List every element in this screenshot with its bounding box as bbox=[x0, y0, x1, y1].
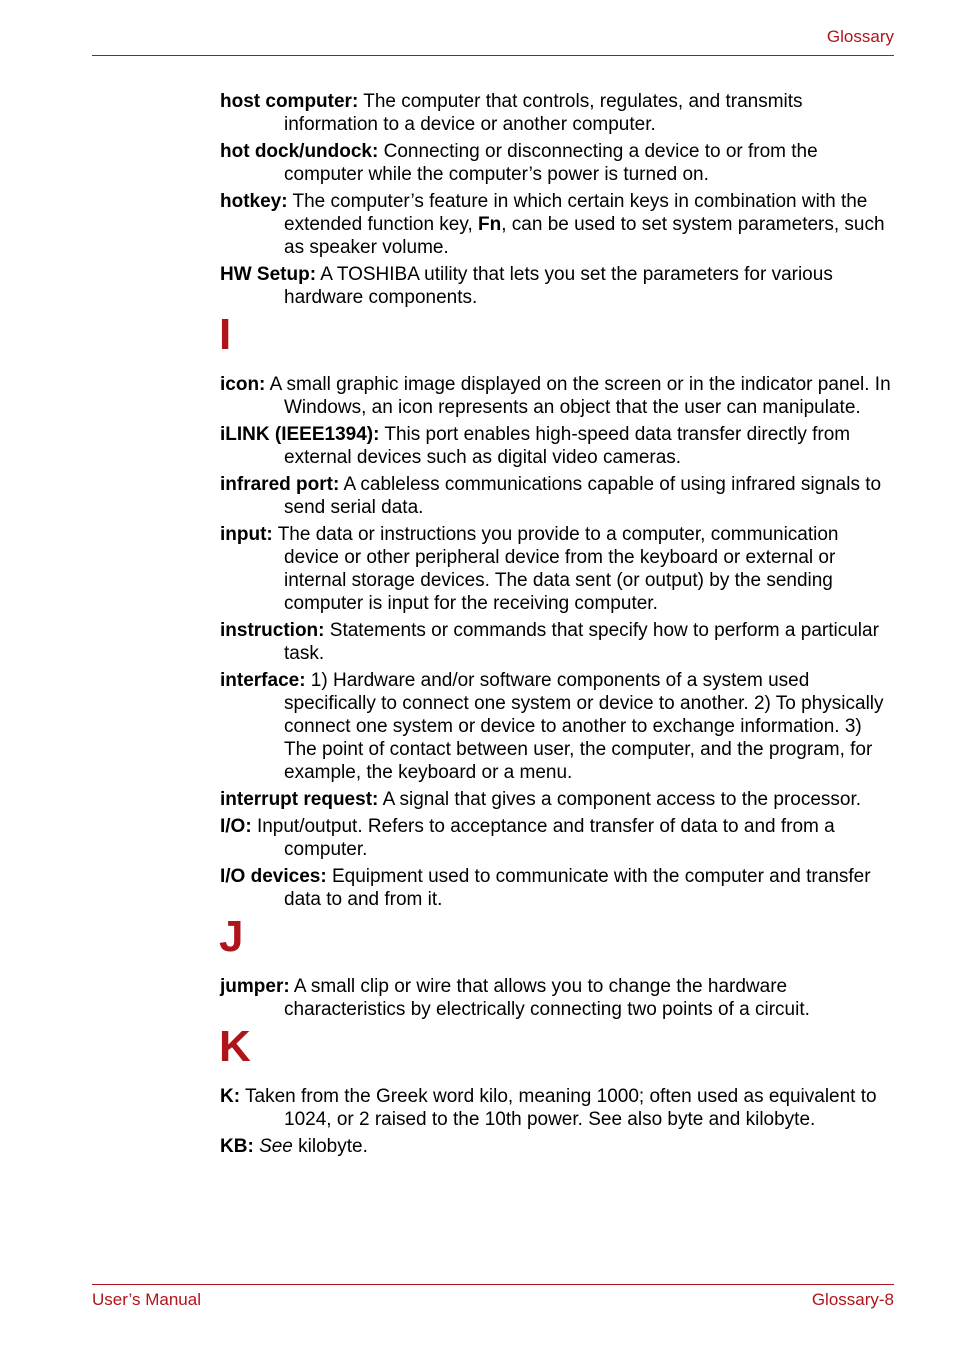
footer-page-number: Glossary-8 bbox=[811, 1290, 894, 1309]
page-header-title: Glossary bbox=[826, 27, 894, 46]
footer-rule bbox=[92, 1284, 894, 1285]
glossary-entry bbox=[220, 815, 895, 861]
glossary-term: I/O: bbox=[220, 816, 252, 837]
glossary-term: interrupt request: bbox=[220, 789, 379, 810]
glossary-definition: The data or instructions you provide to a computer, communication device or other peripheral device from the keyboard or external or internal storage devices. The data sent (or output) by the sending computer is input for the receiving computer. bbox=[272, 524, 839, 614]
glossary-definition: A small graphic image displayed on the screen or in the indicator panel. In Windows, an icon represents an object that the user can manipulate. bbox=[265, 374, 891, 418]
glossary-entry bbox=[220, 975, 895, 1021]
glossary-term: interface: bbox=[220, 670, 306, 691]
glossary-see-reference: See bbox=[259, 1136, 293, 1157]
glossary-definition-cont: , can be used to set system parameters, such as speaker volume. bbox=[284, 214, 885, 258]
glossary-entry bbox=[220, 263, 895, 309]
section-letter-heading: J bbox=[219, 912, 244, 961]
glossary-content bbox=[220, 90, 895, 1162]
section-letter-heading: I bbox=[219, 310, 232, 359]
section-letter-heading: K bbox=[219, 1022, 251, 1071]
glossary-term: icon: bbox=[220, 374, 266, 395]
glossary-entry bbox=[220, 473, 895, 519]
glossary-definition: This port enables high-speed data transfer directly from external devices such as digital video cameras. bbox=[284, 424, 851, 468]
glossary-term: input: bbox=[220, 524, 273, 545]
header-rule bbox=[92, 55, 894, 56]
glossary-definition: Equipment used to communicate with the computer and transfer data to and from it. bbox=[284, 866, 871, 910]
glossary-entry bbox=[220, 423, 895, 469]
glossary-term: hotkey: bbox=[220, 191, 288, 212]
glossary-definition: 1) Hardware and/or software components of a system used specifically to connect one system or device to another. 2) To physically connect one system or device to another to exchange information. 3) The point of contact between user, the computer, and the program, for example, the keyboard or a menu. bbox=[284, 670, 884, 783]
glossary-definition: A signal that gives a component access to the processor. bbox=[378, 789, 862, 810]
glossary-term: I/O devices: bbox=[220, 866, 327, 887]
glossary-definition: The computer’s feature in which certain keys in combination with the extended function key, bbox=[284, 191, 868, 235]
glossary-entry bbox=[220, 523, 895, 615]
glossary-definition: A cableless communications capable of using infrared signals to send serial data. bbox=[284, 474, 882, 518]
glossary-definition: Taken from the Greek word kilo, meaning 1000; often used as equivalent to 1024, or 2 raised to the 10th power. See also byte and kilobyte. bbox=[240, 1086, 877, 1130]
glossary-definition: The computer that controls, regulates, and transmits information to a device or another computer. bbox=[284, 91, 803, 135]
glossary-term: infrared port: bbox=[220, 474, 340, 495]
glossary-term: K: bbox=[220, 1086, 241, 1107]
glossary-entry bbox=[220, 669, 895, 784]
glossary-definition: A TOSHIBA utility that lets you set the parameters for various hardware components. bbox=[284, 264, 833, 308]
glossary-entry bbox=[220, 90, 895, 136]
glossary-definition: A small clip or wire that allows you to change the hardware characteristics by electrically connecting two points of a circuit. bbox=[284, 976, 810, 1020]
glossary-term: jumper: bbox=[220, 976, 290, 997]
glossary-entry bbox=[220, 788, 895, 811]
glossary-entry bbox=[220, 190, 895, 259]
glossary-term: iLINK (IEEE1394): bbox=[220, 424, 380, 445]
glossary-term: KB: bbox=[220, 1136, 254, 1157]
glossary-definition: Statements or commands that specify how to perform a particular task. bbox=[284, 620, 879, 664]
glossary-entry bbox=[220, 619, 895, 665]
glossary-definition: Connecting or disconnecting a device to or from the computer while the computer’s power is turned on. bbox=[284, 141, 818, 185]
glossary-term: host computer: bbox=[220, 91, 359, 112]
footer-manual-title: User’s Manual bbox=[92, 1290, 201, 1309]
glossary-entry bbox=[220, 1135, 895, 1158]
glossary-entry bbox=[220, 1085, 895, 1131]
glossary-definition: kilobyte. bbox=[292, 1136, 368, 1157]
glossary-entry bbox=[220, 373, 895, 419]
glossary-entry bbox=[220, 865, 895, 911]
glossary-definition: Input/output. Refers to acceptance and transfer of data to and from a computer. bbox=[251, 816, 835, 860]
glossary-term: instruction: bbox=[220, 620, 325, 641]
glossary-term: HW Setup: bbox=[220, 264, 317, 285]
glossary-key-name: Fn bbox=[478, 214, 502, 235]
glossary-entry bbox=[220, 140, 895, 186]
glossary-term: hot dock/undock: bbox=[220, 141, 379, 162]
